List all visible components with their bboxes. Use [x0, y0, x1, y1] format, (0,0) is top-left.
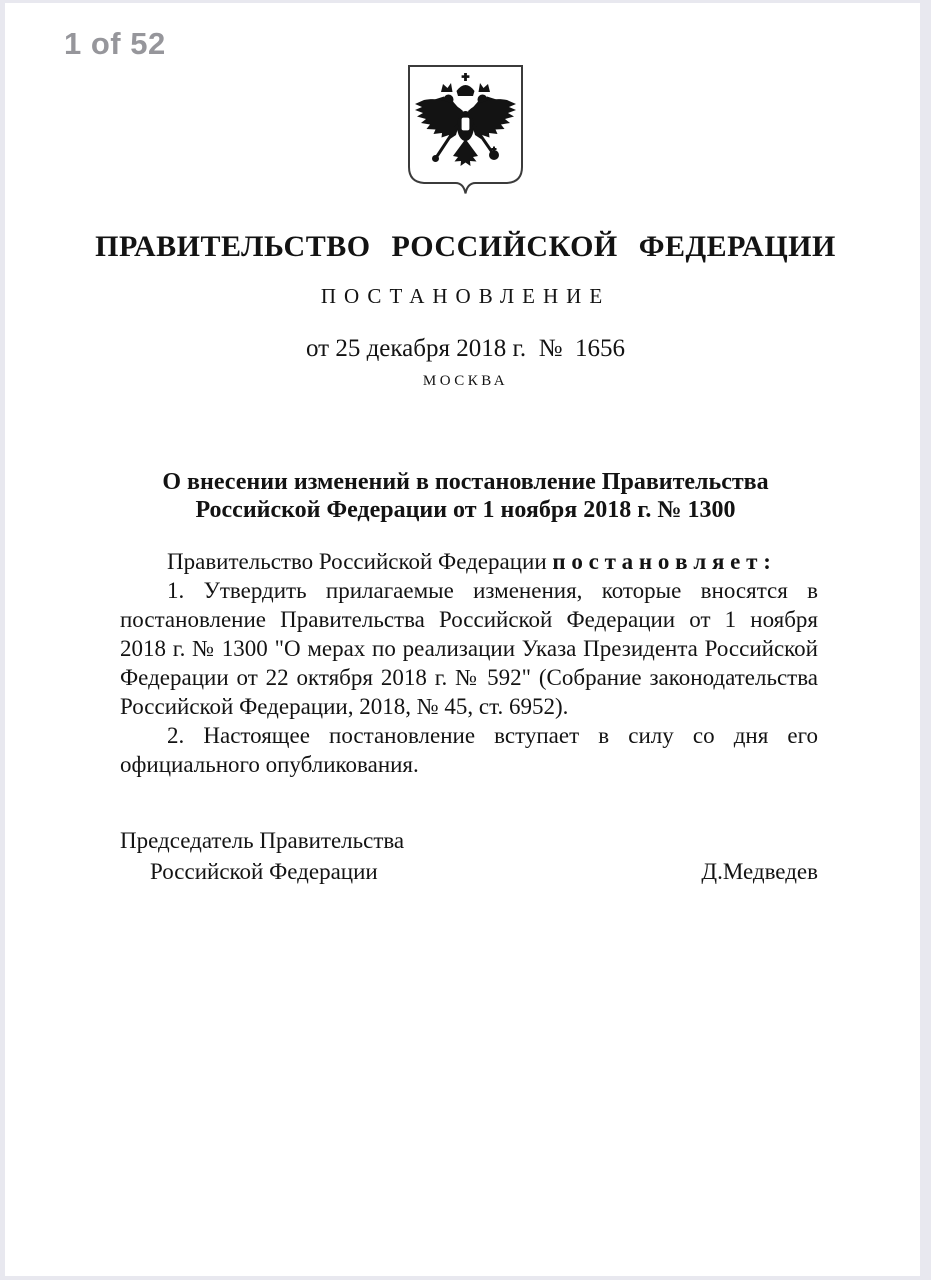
page-edge-top — [0, 0, 931, 3]
item-1-paragraph: 1. Утвердить прилагаемые изменения, которые вносятся в постановление Правительства Российской Федерации от 1 ноября 2018 г. № 1300 "О мерах по реализации Указа Президента Российской Федерации от 22 октября 2018 г. № 592" (Собрание законодательства Российской Федерации, 2018, № 45, ст. 6952). — [120, 578, 818, 719]
subject-heading-line-2: Российской Федерации от 1 ноября 2018 г. № 1300 — [195, 497, 736, 523]
page-edge-right — [920, 0, 931, 1280]
date-and-number-line: от 25 декабря 2018 г. № 1656 — [305, 335, 626, 362]
page-edge-left — [0, 0, 5, 1280]
page-indicator: 1 of 52 — [64, 26, 166, 61]
signature-block — [120, 825, 818, 887]
city-label: МОСКВА — [422, 373, 509, 389]
page-edge-bottom — [0, 1276, 931, 1280]
issuing-authority-title: ПРАВИТЕЛЬСТВО РОССИЙСКОЙ ФЕДЕРАЦИИ — [95, 230, 836, 263]
preamble-emphasis-text: п о с т а н о в л я е т : — [552, 549, 771, 574]
signer-post-line-2: Российской Федерации — [150, 859, 378, 884]
document-type-title: ПОСТАНОВЛЕНИЕ — [320, 284, 611, 308]
signer-name: Д.Медведев — [701, 859, 818, 884]
preamble-plain-text: Правительство Российской Федерации — [167, 549, 553, 574]
subject-heading — [0, 468, 931, 524]
document-body — [120, 547, 818, 779]
russian-coat-of-arms-icon — [407, 64, 524, 200]
signer-post-line-1: Председатель Правительства — [120, 828, 405, 853]
item-2-paragraph: 2. Настоящее постановление вступает в силу со дня его официального опубликования. — [120, 723, 818, 777]
subject-heading-line-1: О внесении изменений в постановление Правительства — [162, 469, 769, 495]
preamble-paragraph — [120, 547, 818, 576]
